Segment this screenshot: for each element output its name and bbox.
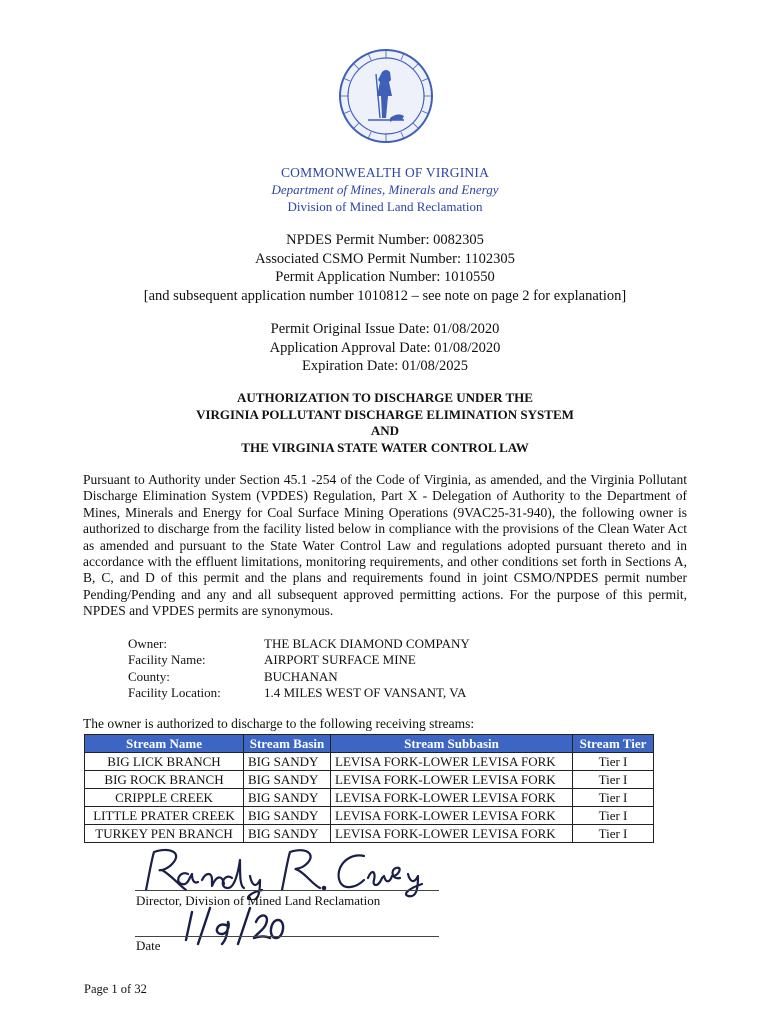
signatory-title: Director, Division of Mined Land Reclamation (136, 893, 381, 908)
stream-basin-cell: BIG SANDY (244, 789, 331, 807)
authorization-line-4: THE VIRGINIA STATE WATER CONTROL LAW (241, 439, 529, 455)
csmo-permit-number: Associated CSMO Permit Number: 1102305 (255, 250, 515, 267)
stream-basin-cell: BIG SANDY (244, 807, 331, 825)
stream-basin-cell: BIG SANDY (244, 753, 331, 771)
authorization-line-2: VIRGINIA POLLUTANT DISCHARGE ELIMINATION SYSTEM (196, 406, 574, 422)
stream-name-cell: BIG ROCK BRANCH (85, 771, 244, 789)
permit-numbers (0, 231, 770, 305)
table-header-row (85, 735, 654, 753)
table-row (85, 771, 654, 789)
county-value: BUCHANAN (264, 668, 338, 684)
signature-line (135, 890, 439, 891)
column-header-stream-tier: Stream Tier (573, 735, 654, 753)
county-label: County: (128, 668, 170, 684)
permit-application-number: Permit Application Number: 1010550 (275, 269, 495, 285)
authorization-heading (0, 390, 770, 456)
subsequent-application-note: [and subsequent application number 1010812 – see note on page 2 for explanation] (143, 287, 627, 304)
authority-paragraph: Pursuant to Authority under Section 45.1 -254 of the Code of Virginia, as amended, and the Virginia Pollutant Discharge Elimination System (VPDES) Regulation, Part X - Delegation of Authority to the Department of Mines, Minerals and Energy for Coal Surface Mining Operations (9VAC25-31-940), the following owner is authorized to discharge from the facility listed below in compliance with the provisions of the Clean Water Act as amended and pursuant to the State Water Control Law and regulations adopted pursuant thereto and in accordance with the effluent limitations, monitoring requirements, and other conditions set forth in Sections A, B, C, and D of this permit and the plans and requirements found in joint CSMO/NPDES permit number Pending/Pending and any and all subsequent approved permitting actions. For the purpose of this permit, NPDES and VPDES permits are synonymous. (83, 472, 687, 619)
owner-value: THE BLACK DIAMOND COMPANY (264, 636, 470, 651)
streams-intro: The owner is authorized to discharge to the following receiving streams: (83, 716, 475, 731)
handwritten-date (176, 904, 296, 946)
column-header-stream-subbasin: Stream Subbasin (331, 735, 573, 753)
table-row (85, 789, 654, 807)
facility-location-value: 1.4 MILES WEST OF VANSANT, VA (264, 684, 467, 700)
stream-subbasin-cell: LEVISA FORK-LOWER LEVISA FORK (331, 789, 573, 807)
stream-tier-cell: Tier I (573, 825, 654, 843)
owner-label: Owner: (128, 636, 167, 651)
authorization-line-3: AND (370, 423, 400, 438)
column-header-stream-name: Stream Name (85, 735, 244, 753)
table-row (85, 753, 654, 771)
stream-subbasin-cell: LEVISA FORK-LOWER LEVISA FORK (331, 771, 573, 789)
agency-line-department: Department of Mines, Minerals and Energy (271, 182, 499, 197)
stream-subbasin-cell: LEVISA FORK-LOWER LEVISA FORK (331, 753, 573, 771)
stream-name-cell: CRIPPLE CREEK (85, 789, 244, 807)
date-label: Date (136, 938, 161, 953)
date-line (135, 936, 439, 937)
facility-name-value: AIRPORT SURFACE MINE (264, 652, 416, 668)
facility-name-label: Facility Name: (128, 652, 206, 668)
owner-info (128, 636, 470, 701)
approval-date: Application Approval Date: 01/08/2020 (269, 339, 501, 356)
stream-basin-cell: BIG SANDY (244, 825, 331, 843)
stream-name-cell: BIG LICK BRANCH (85, 753, 244, 771)
stream-subbasin-cell: LEVISA FORK-LOWER LEVISA FORK (331, 807, 573, 825)
stream-tier-cell: Tier I (573, 807, 654, 825)
agency-line-division: Division of Mined Land Reclamation (287, 199, 483, 214)
facility-location-label: Facility Location: (128, 684, 221, 700)
issue-date: Permit Original Issue Date: 01/08/2020 (270, 321, 500, 337)
stream-name-cell: TURKEY PEN BRANCH (85, 825, 244, 843)
director-signature (132, 840, 452, 900)
column-header-stream-basin: Stream Basin (244, 735, 331, 753)
stream-name-cell: LITTLE PRATER CREEK (85, 807, 244, 825)
stream-basin-cell: BIG SANDY (244, 771, 331, 789)
stream-tier-cell: Tier I (573, 771, 654, 789)
page-number: Page 1 of 32 (84, 982, 147, 996)
table-row (85, 807, 654, 825)
authorization-line-1: AUTHORIZATION TO DISCHARGE UNDER THE (237, 390, 533, 405)
stream-subbasin-cell: LEVISA FORK-LOWER LEVISA FORK (331, 825, 573, 843)
permit-dates (0, 320, 770, 376)
stream-tier-cell: Tier I (573, 753, 654, 771)
npdes-permit-number: NPDES Permit Number: 0082305 (286, 232, 484, 248)
receiving-streams-table (84, 734, 654, 843)
agency-line-commonwealth: COMMONWEALTH OF VIRGINIA (280, 165, 490, 180)
stream-tier-cell: Tier I (573, 789, 654, 807)
expiration-date: Expiration Date: 01/08/2025 (302, 358, 468, 374)
virginia-seal-icon (338, 48, 434, 144)
